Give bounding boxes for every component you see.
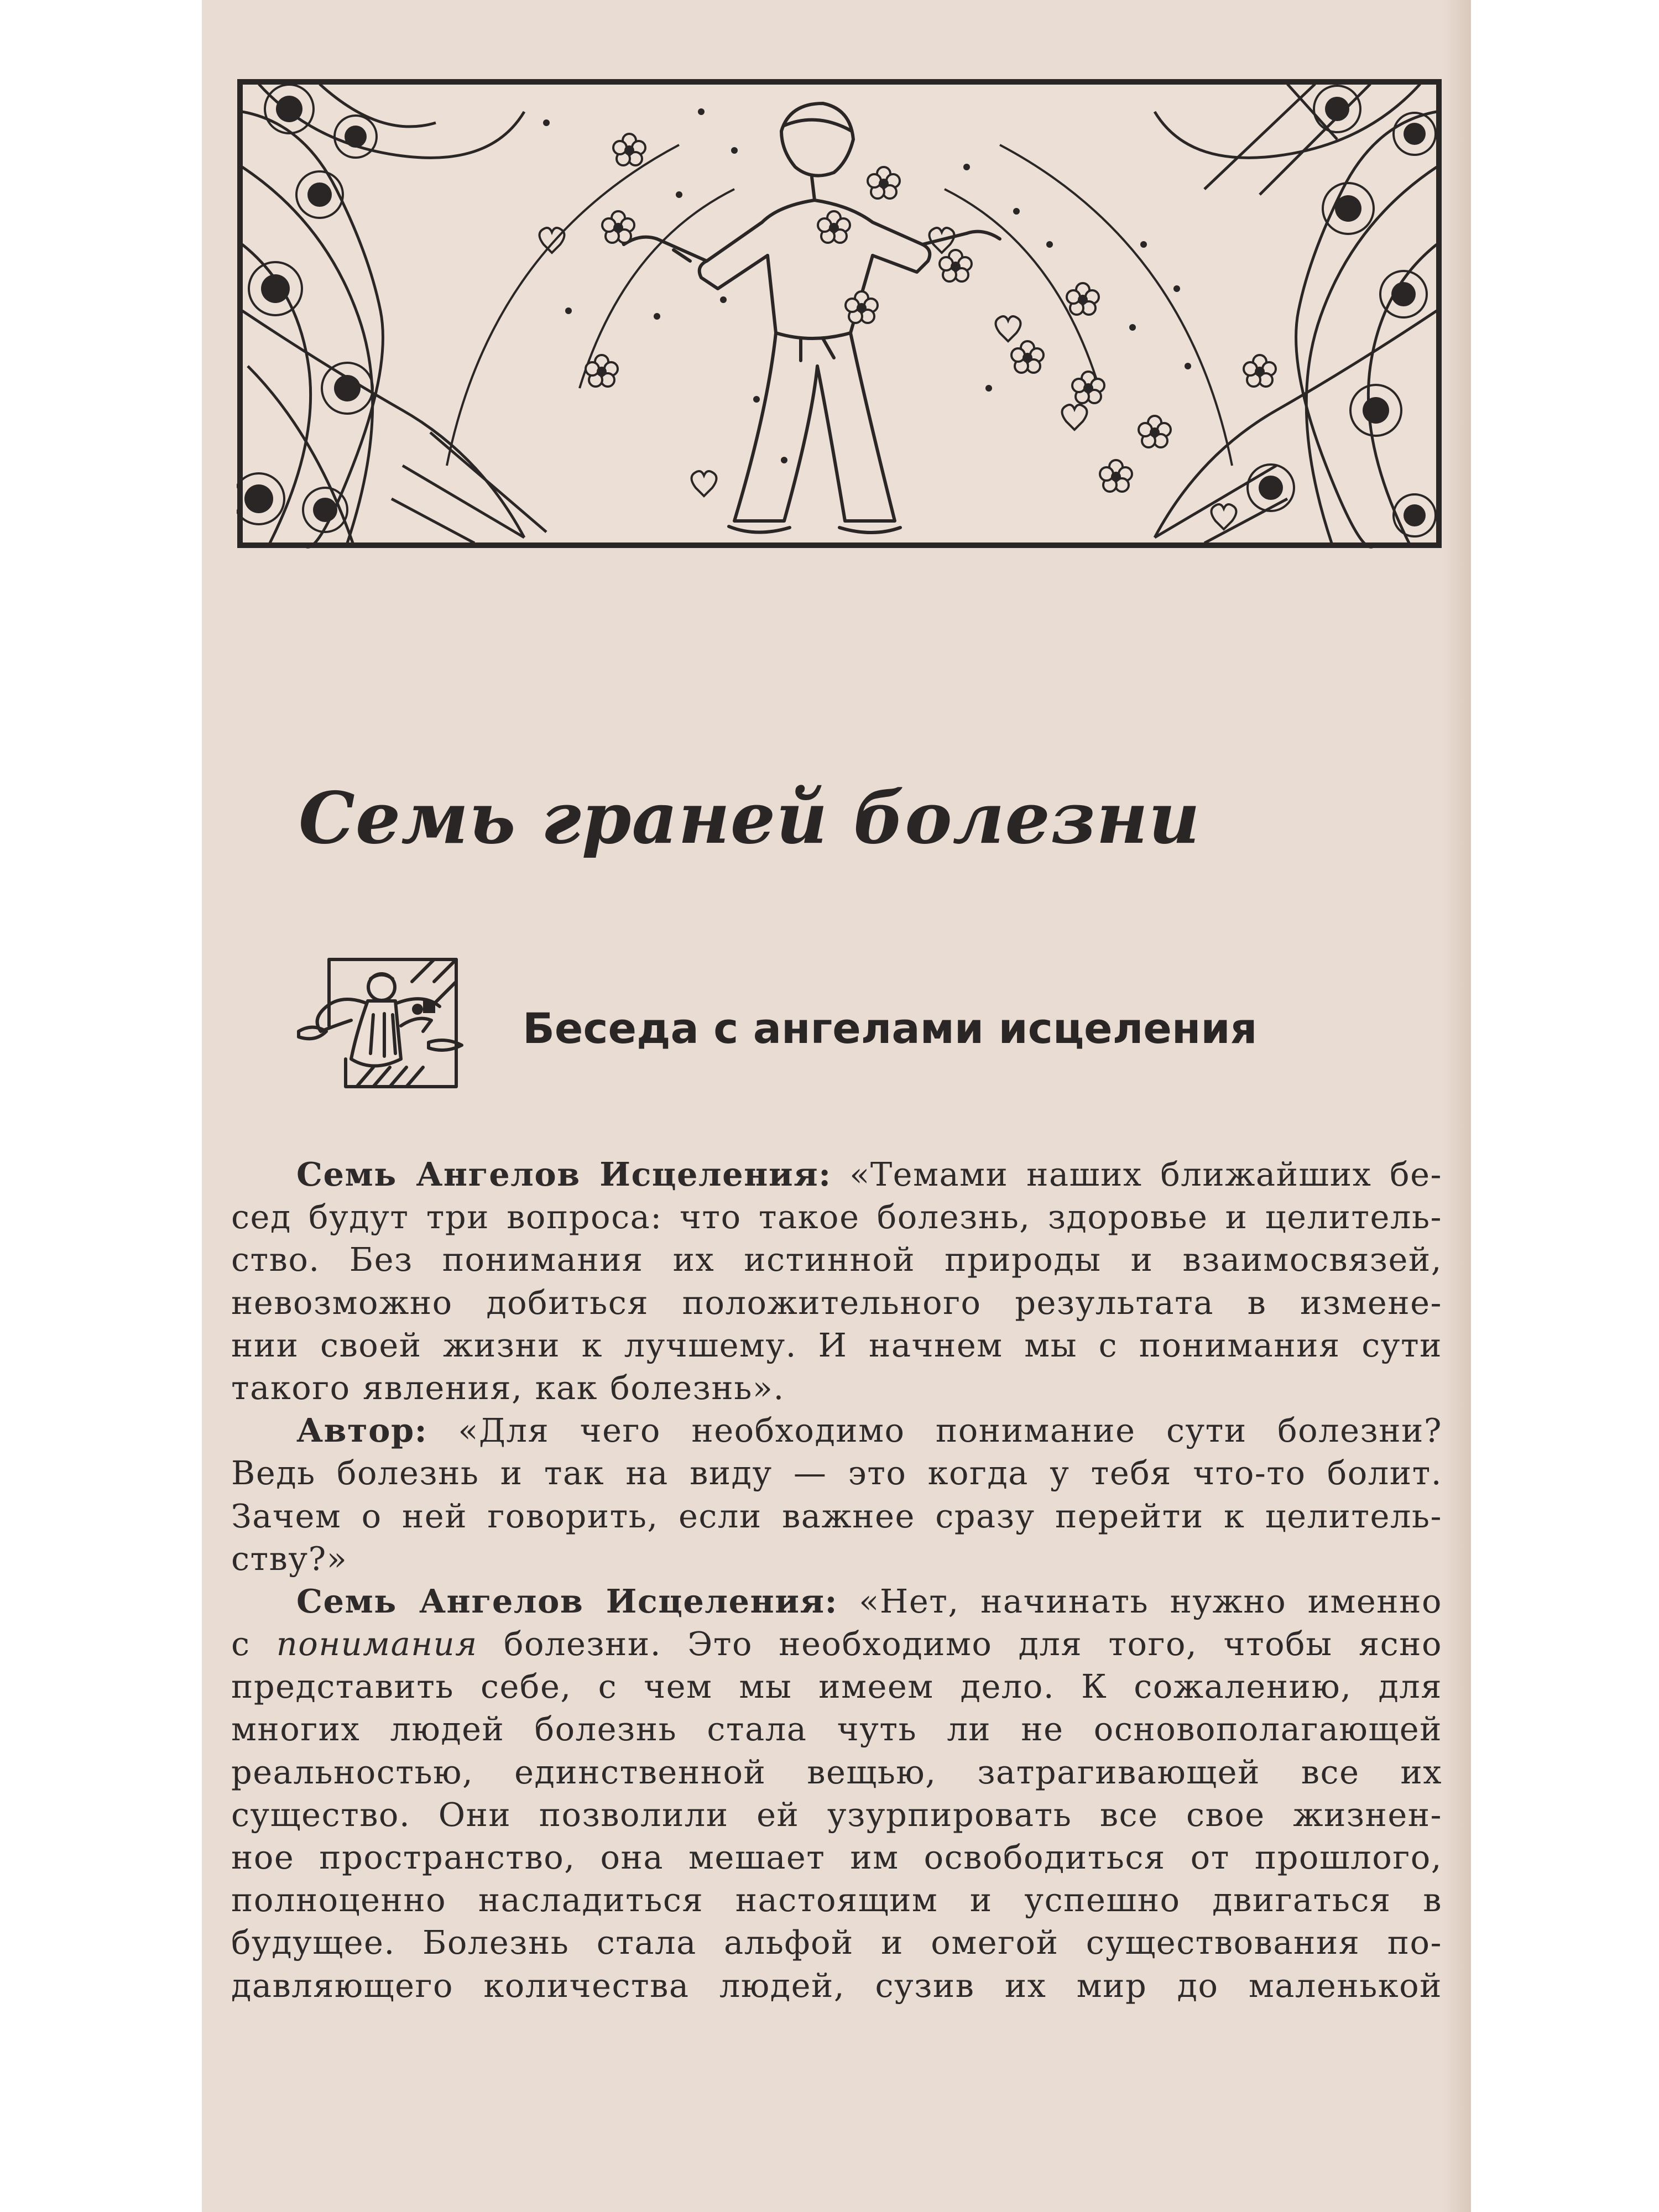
speaker-name: Семь Ангелов Исцеления: [296,1155,832,1193]
text-line [231,1409,1442,1452]
section-title: Беседа с ангелами исцеления [523,1004,1258,1053]
body-text [231,1153,1442,2007]
text-line: ное пространство, она мешает им освободиться от прошлого, [231,1838,1442,1876]
text-line: такого явления, как болезнь». [231,1368,785,1407]
speaker-name: Автор: [296,1411,427,1450]
text-line: реальностью, единственной вещью, затрагивающей все их [231,1752,1442,1791]
text-line [231,1580,1442,1623]
text-line: ство. Без понимания их истинной природы и взаимосвязей, [231,1240,1442,1279]
text-line: сед будут три вопроса: что такое болезнь, здоровье и целитель- [231,1198,1442,1237]
text-line: давляющего количества людей, сузив их мир до маленькой [231,1966,1442,2005]
text-line: полноценно насладиться настоящим и успешно двигаться в [231,1881,1442,1919]
line-text: «Нет, начинать нужно именно [837,1582,1442,1620]
line-text: с [231,1625,276,1663]
speaker-name: Семь Ангелов Исцеления: [296,1582,838,1620]
text-line [231,1623,1442,1665]
text-line: существо. Они позволили ей узурпировать все свое жизнен- [231,1795,1442,1834]
chapter-title: Семь граней болезни [299,777,1201,860]
text-line: невозможно добиться положительного результата в измене- [231,1283,1442,1322]
line-text: болезни. Это необходимо для того, чтобы ясно [477,1625,1442,1663]
line-text: «Темами наших ближайших бе- [831,1155,1442,1193]
dancing-man-illustration [237,79,1442,549]
line-text: «Для чего необходимо понимание сути болезни? [427,1411,1442,1450]
page-edge-shadow [1443,0,1471,2212]
text-line: Ведь болезнь и так на виду — это когда у тебя что-то болит. [231,1454,1442,1493]
text-line: Зачем о ней говорить, если важнее сразу перейти к целитель- [231,1496,1442,1535]
angel-icon [290,948,473,1098]
text-line: ству?» [231,1539,348,1578]
emphasized-word: понимания [276,1625,478,1663]
text-line: будущее. Болезнь стала альфой и омегой существования по- [231,1923,1442,1962]
text-line: представить себе, с чем мы имеем дело. К сожалению, для [231,1667,1442,1706]
text-line [231,1153,1442,1196]
text-line: нии своей жизни к лучшему. И начнем мы с понимания сути [231,1326,1442,1364]
text-line: многих людей болезнь стала чуть ли не основополагающей [231,1710,1442,1749]
